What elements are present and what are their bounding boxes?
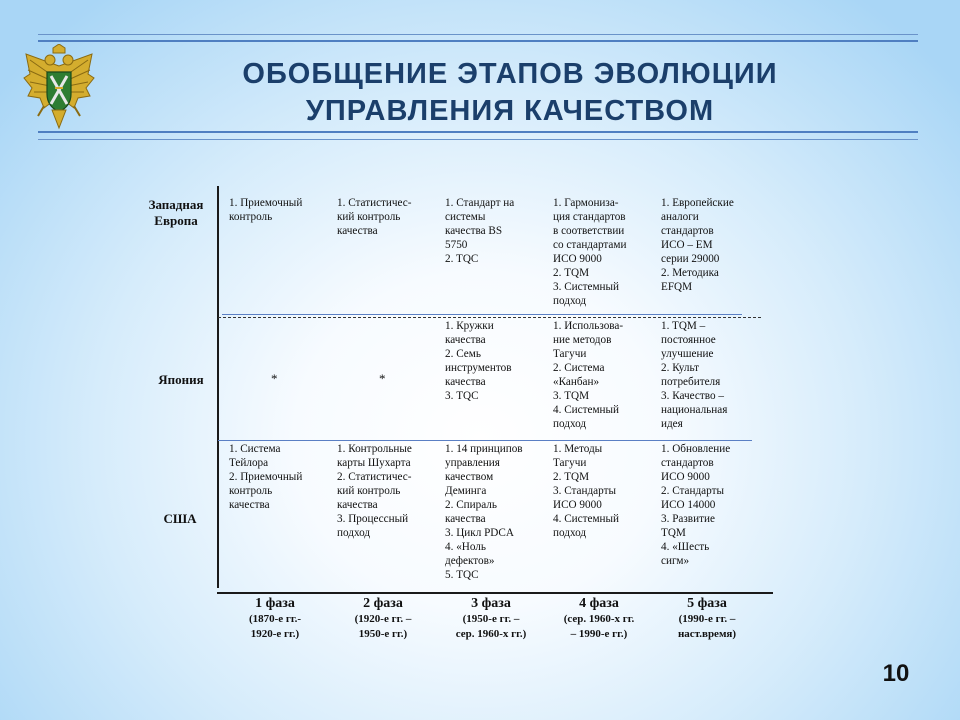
cell-japan-phase-4: 1. Использова- ние методов Тагучи 2. Система «Канбан» 3. TQM 4. Системный подход [553,320,624,430]
slide-title-line-2: УПРАВЛЕНИЯ КАЧЕСТВОМ [305,95,715,127]
cell-japan-phase-5: 1. TQM – постоянное улучшение 2. Культ потребителя 3. Качество – национальная идея [661,320,728,430]
phase-label-1 [223,596,327,642]
phase-3-dates: (1950-е гг. – сер. 1960-х гг.) [455,613,527,640]
cell-europe-phase-2: 1. Статистичес- кий контроль качества [337,197,412,237]
phase-label-5 [655,596,759,642]
row-divider-europe-japan-blue [222,314,742,315]
phase-5-dates: (1990-е гг. – наст.время) [677,613,737,640]
cell-usa-phase-1: 1. Система Тейлора 2. Приемочный контроль качества [229,443,303,511]
phase-1-dates: (1870-е гг.- 1920-е гг.) [248,613,302,640]
phase-label-3 [439,596,543,642]
cell-japan-phase-3: 1. Кружки качества 2. Семь инструментов качества 3. TQC [445,320,512,402]
cell-usa-phase-3: 1. 14 принципов управления качеством Деминга 2. Спираль качества 3. Цикл PDCA 4. «Ноль дефектов» 5. TQC [445,443,523,581]
region-label-usa: США [163,511,197,526]
cell-europe-phase-1: 1. Приемочный контроль [229,197,303,223]
page-number: 10 [882,660,910,687]
header-rule-bottom-thin [38,139,918,140]
cell-japan-phase-1: * [271,371,278,386]
header-rule-top-thick [38,40,918,42]
phase-5-name: 5 фаза [687,596,727,611]
phase-3-name: 3 фаза [471,596,511,611]
region-label-western-europe: Западная Европа [148,197,204,228]
slide-title-line-1: ОБОБЩЕНИЕ ЭТАПОВ ЭВОЛЮЦИИ [242,58,778,90]
phase-4-dates: (сер. 1960-х гг. – 1990-е гг.) [563,613,635,640]
cell-usa-phase-2: 1. Контрольные карты Шухарта 2. Статистичес- кий контроль качества 3. Процессный подход [337,443,412,539]
slide-title [160,56,860,130]
cell-japan-phase-2: * [379,371,386,386]
cell-europe-phase-5: 1. Европейские аналоги стандартов ИСО – ЕМ серии 29000 2. Методика EFQM [661,197,734,293]
phase-1-name: 1 фаза [255,596,295,611]
region-label-japan: Япония [158,372,204,387]
phase-label-2 [331,596,435,642]
cell-europe-phase-3: 1. Стандарт на системы качества BS 5750 2. TQC [445,197,515,265]
phase-label-4 [547,596,651,642]
phase-2-dates: (1920-е гг. – 1950-е гг.) [354,613,412,640]
header-rule-bottom-thick [38,131,918,133]
phase-2-name: 2 фаза [363,596,403,611]
customs-coat-of-arms-icon [22,44,96,130]
header-rule-top-thin [38,34,918,35]
cell-usa-phase-5: 1. Обновление стандартов ИСО 9000 2. Стандарты ИСО 14000 3. Развитие TQM 4. «Шесть сигм» [661,443,731,567]
cell-europe-phase-4: 1. Гармониза- ция стандартов в соответствии со стандартами ИСО 9000 2. TQM 3. Системный подход [553,197,627,307]
row-divider-europe-japan [218,317,761,318]
cell-usa-phase-4: 1. Методы Тагучи 2. TQM 3. Стандарты ИСО 9000 4. Системный подход [553,443,620,539]
row-divider-japan-usa [218,440,752,441]
phase-4-name: 4 фаза [579,596,619,611]
horizontal-axis [217,592,773,594]
